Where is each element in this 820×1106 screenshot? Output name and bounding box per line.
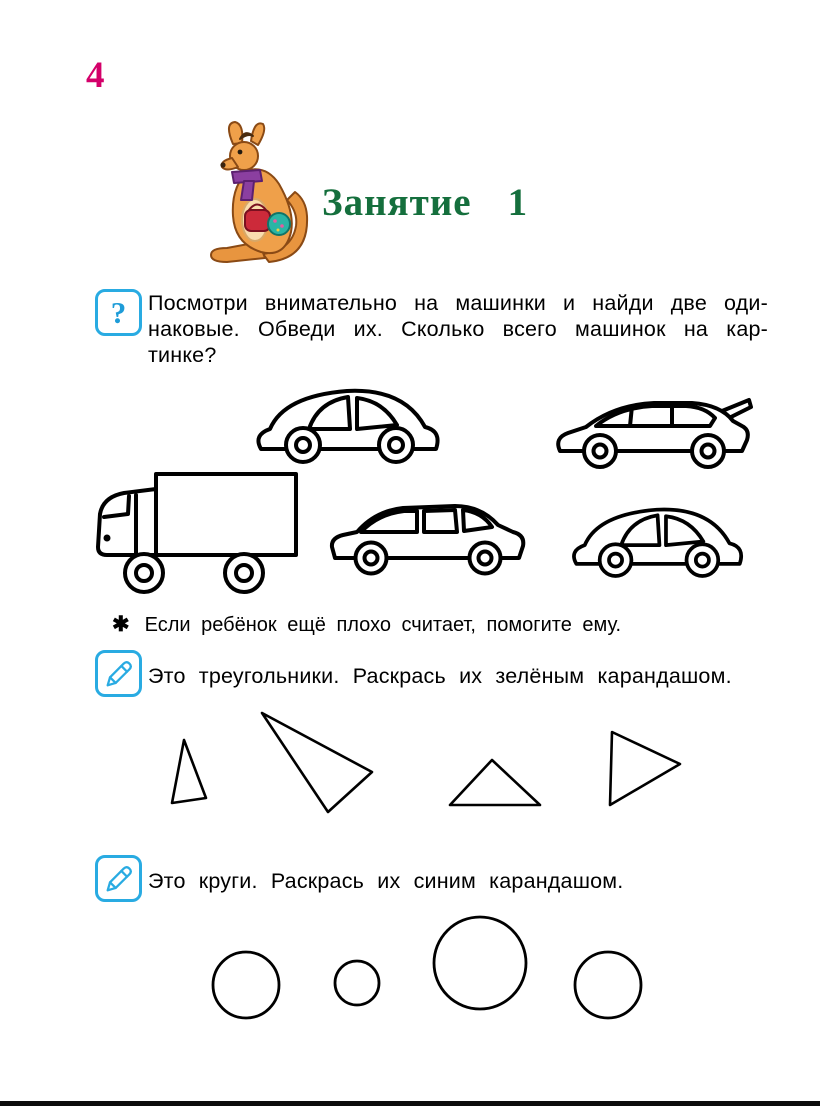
task-triangles-text: Это треугольники. Раскрась их зелёным карандашом. — [148, 664, 732, 688]
task-circles-text: Это круги. Раскрась их синим карандашом. — [148, 869, 624, 893]
pencil-icon-box-circles — [95, 855, 142, 902]
parent-note — [112, 613, 621, 637]
lesson-title — [322, 180, 528, 225]
task-cars-line1: Посмотри внимательно на машинки и найди две оди- — [148, 291, 768, 315]
pencil-icon — [102, 657, 136, 691]
truck — [92, 468, 304, 598]
beetle-car-top — [251, 383, 447, 465]
asterisk-icon: ✱ — [112, 613, 130, 636]
parent-note-text: Если ребёнок ещё плохо считает, помогите ему. — [144, 614, 622, 636]
pencil-icon — [102, 862, 136, 896]
lesson-number: 1 — [507, 181, 529, 224]
triangle-4 — [610, 732, 680, 805]
task-cars-line3: тинке? — [148, 343, 217, 367]
triangle-2 — [262, 713, 372, 812]
circle-4 — [575, 952, 641, 1018]
triangles-row — [95, 700, 755, 822]
wagon-car — [327, 497, 533, 576]
triangle-1 — [172, 740, 206, 803]
hatchback-car — [552, 387, 754, 473]
question-icon-box — [95, 289, 142, 336]
pencil-icon-box-triangles — [95, 650, 142, 697]
circle-2 — [335, 961, 379, 1005]
circles-row — [180, 905, 680, 1035]
lesson-title-word: Занятие — [322, 181, 472, 224]
page-number: 4 — [86, 55, 105, 96]
question-mark-icon: ? — [110, 295, 127, 330]
triangle-3 — [450, 760, 540, 805]
kangaroo-mascot-illustration — [203, 120, 321, 275]
task-cars-line2: наковые. Обведи их. Сколько всего машинок на кар- — [148, 317, 768, 341]
task-cars-text — [148, 290, 768, 368]
circle-3 — [434, 917, 526, 1009]
circle-1 — [213, 952, 279, 1018]
beetle-car-bottom — [567, 502, 750, 579]
page-bottom-edge — [0, 1101, 820, 1106]
